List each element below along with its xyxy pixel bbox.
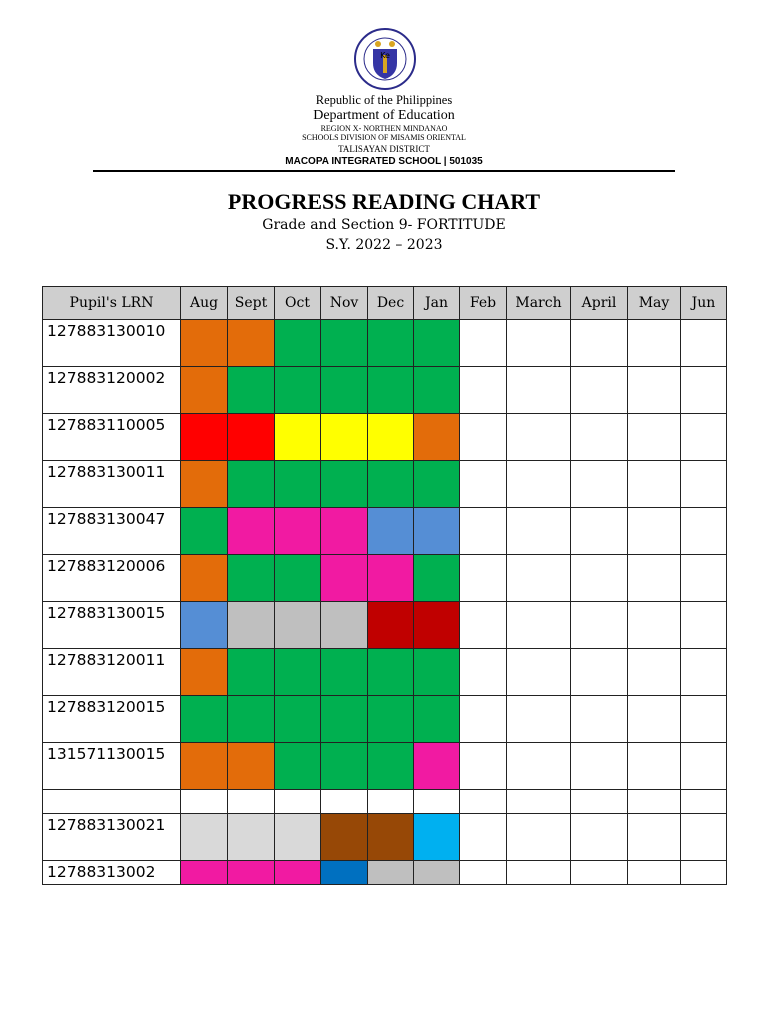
progress-cell-jun bbox=[681, 461, 727, 508]
progress-cell-dec bbox=[368, 814, 414, 861]
progress-cell-may bbox=[628, 602, 681, 649]
progress-cell-jan bbox=[414, 320, 460, 367]
progress-cell-sept bbox=[228, 320, 275, 367]
progress-cell-april bbox=[571, 508, 628, 555]
progress-cell-nov bbox=[321, 461, 368, 508]
table-row bbox=[43, 461, 727, 508]
progress-cell-may bbox=[628, 414, 681, 461]
progress-cell-sept bbox=[228, 861, 275, 885]
header-region: REGION X- NORTHEN MINDANAO bbox=[320, 124, 448, 133]
header-divider bbox=[93, 170, 675, 172]
progress-cell-may bbox=[628, 861, 681, 885]
progress-cell-aug bbox=[181, 743, 228, 790]
progress-cell-jun bbox=[681, 555, 727, 602]
progress-cell-march bbox=[507, 320, 571, 367]
progress-cell-may bbox=[628, 367, 681, 414]
table-row bbox=[43, 508, 727, 555]
column-header-aug: Aug bbox=[181, 287, 228, 320]
table-row bbox=[43, 649, 727, 696]
progress-cell-march bbox=[507, 414, 571, 461]
progress-cell-nov bbox=[321, 602, 368, 649]
progress-cell-jan bbox=[414, 649, 460, 696]
progress-cell-march bbox=[507, 861, 571, 885]
progress-cell-nov bbox=[321, 696, 368, 743]
progress-cell-march bbox=[507, 814, 571, 861]
pupil-lrn: 127883110005 bbox=[43, 414, 181, 461]
progress-cell-jun bbox=[681, 367, 727, 414]
progress-cell-april bbox=[571, 790, 628, 814]
progress-cell-april bbox=[571, 602, 628, 649]
column-header-jan: Jan bbox=[414, 287, 460, 320]
progress-cell-oct bbox=[275, 367, 321, 414]
pupil-lrn: 127883120002 bbox=[43, 367, 181, 414]
column-header-dec: Dec bbox=[368, 287, 414, 320]
progress-cell-jun bbox=[681, 696, 727, 743]
deped-seal-icon bbox=[353, 27, 417, 91]
progress-cell-dec bbox=[368, 320, 414, 367]
progress-cell-march bbox=[507, 790, 571, 814]
progress-cell-sept bbox=[228, 649, 275, 696]
column-header-jun: Jun bbox=[681, 287, 727, 320]
progress-cell-march bbox=[507, 508, 571, 555]
pupil-lrn: 127883130010 bbox=[43, 320, 181, 367]
progress-cell-oct bbox=[275, 508, 321, 555]
progress-cell-dec bbox=[368, 367, 414, 414]
progress-cell-may bbox=[628, 649, 681, 696]
progress-cell-oct bbox=[275, 602, 321, 649]
progress-cell-oct bbox=[275, 814, 321, 861]
progress-cell-jan bbox=[414, 555, 460, 602]
progress-cell-may bbox=[628, 508, 681, 555]
progress-cell-aug bbox=[181, 320, 228, 367]
svg-text:Ke: Ke bbox=[380, 51, 390, 60]
progress-cell-oct bbox=[275, 790, 321, 814]
progress-cell-nov bbox=[321, 814, 368, 861]
progress-cell-sept bbox=[228, 790, 275, 814]
progress-cell-jun bbox=[681, 743, 727, 790]
progress-cell-march bbox=[507, 743, 571, 790]
header-school: MACOPA INTEGRATED SCHOOL | 501035 bbox=[285, 156, 483, 167]
progress-cell-april bbox=[571, 320, 628, 367]
school-year: S.Y. 2022 – 2023 bbox=[325, 237, 443, 253]
progress-cell-oct bbox=[275, 696, 321, 743]
progress-cell-march bbox=[507, 602, 571, 649]
progress-cell-april bbox=[571, 861, 628, 885]
progress-cell-aug bbox=[181, 814, 228, 861]
progress-cell-march bbox=[507, 367, 571, 414]
progress-cell-oct bbox=[275, 320, 321, 367]
column-header-nov: Nov bbox=[321, 287, 368, 320]
pupil-lrn: 127883120015 bbox=[43, 696, 181, 743]
progress-cell-jan bbox=[414, 790, 460, 814]
column-header-pupil-s-lrn: Pupil's LRN bbox=[43, 287, 181, 320]
progress-cell-jun bbox=[681, 414, 727, 461]
table-row bbox=[43, 414, 727, 461]
progress-cell-nov bbox=[321, 367, 368, 414]
progress-cell-nov bbox=[321, 861, 368, 885]
progress-cell-april bbox=[571, 743, 628, 790]
progress-cell-jun bbox=[681, 790, 727, 814]
progress-cell-nov bbox=[321, 649, 368, 696]
progress-cell-dec bbox=[368, 508, 414, 555]
column-header-march: March bbox=[507, 287, 571, 320]
table-row bbox=[43, 743, 727, 790]
table-row bbox=[43, 696, 727, 743]
progress-cell-oct bbox=[275, 414, 321, 461]
column-header-oct: Oct bbox=[275, 287, 321, 320]
progress-cell-feb bbox=[460, 649, 507, 696]
progress-cell-jun bbox=[681, 649, 727, 696]
pupil-lrn: 127883130021 bbox=[43, 814, 181, 861]
header-department: Department of Education bbox=[313, 108, 455, 123]
pupil-lrn: 127883130011 bbox=[43, 461, 181, 508]
column-header-feb: Feb bbox=[460, 287, 507, 320]
progress-cell-sept bbox=[228, 367, 275, 414]
progress-cell-sept bbox=[228, 508, 275, 555]
progress-cell-sept bbox=[228, 461, 275, 508]
progress-cell-may bbox=[628, 814, 681, 861]
progress-cell-dec bbox=[368, 861, 414, 885]
column-header-sept: Sept bbox=[228, 287, 275, 320]
table-row bbox=[43, 602, 727, 649]
pupil-lrn bbox=[43, 790, 181, 814]
progress-cell-feb bbox=[460, 461, 507, 508]
progress-cell-oct bbox=[275, 743, 321, 790]
table-row bbox=[43, 367, 727, 414]
progress-cell-sept bbox=[228, 555, 275, 602]
progress-cell-march bbox=[507, 555, 571, 602]
progress-cell-april bbox=[571, 367, 628, 414]
progress-cell-sept bbox=[228, 743, 275, 790]
progress-cell-jun bbox=[681, 508, 727, 555]
progress-cell-jun bbox=[681, 602, 727, 649]
progress-cell-march bbox=[507, 461, 571, 508]
progress-cell-jun bbox=[681, 861, 727, 885]
progress-cell-april bbox=[571, 461, 628, 508]
progress-cell-jan bbox=[414, 508, 460, 555]
progress-cell-jan bbox=[414, 696, 460, 743]
progress-cell-aug bbox=[181, 649, 228, 696]
progress-cell-sept bbox=[228, 602, 275, 649]
progress-cell-nov bbox=[321, 320, 368, 367]
progress-cell-may bbox=[628, 790, 681, 814]
page-title: PROGRESS READING CHART bbox=[227, 189, 541, 214]
progress-cell-jan bbox=[414, 367, 460, 414]
progress-cell-april bbox=[571, 814, 628, 861]
progress-cell-aug bbox=[181, 555, 228, 602]
pupil-lrn: 127883130015 bbox=[43, 602, 181, 649]
progress-cell-may bbox=[628, 743, 681, 790]
progress-cell-aug bbox=[181, 508, 228, 555]
progress-cell-sept bbox=[228, 814, 275, 861]
progress-cell-aug bbox=[181, 461, 228, 508]
pupil-lrn: 131571130015 bbox=[43, 743, 181, 790]
progress-cell-dec bbox=[368, 649, 414, 696]
progress-cell-aug bbox=[181, 861, 228, 885]
progress-cell-oct bbox=[275, 861, 321, 885]
progress-cell-oct bbox=[275, 555, 321, 602]
pupil-lrn: 127883130047 bbox=[43, 508, 181, 555]
progress-cell-oct bbox=[275, 461, 321, 508]
table-header-row bbox=[43, 287, 727, 320]
progress-cell-nov bbox=[321, 743, 368, 790]
progress-cell-sept bbox=[228, 414, 275, 461]
progress-cell-aug bbox=[181, 414, 228, 461]
pupil-lrn: 127883120006 bbox=[43, 555, 181, 602]
progress-cell-aug bbox=[181, 367, 228, 414]
table-row bbox=[43, 861, 727, 885]
progress-cell-sept bbox=[228, 696, 275, 743]
column-header-may: May bbox=[628, 287, 681, 320]
table-row bbox=[43, 814, 727, 861]
progress-cell-dec bbox=[368, 414, 414, 461]
progress-cell-jan bbox=[414, 861, 460, 885]
progress-cell-feb bbox=[460, 814, 507, 861]
progress-cell-feb bbox=[460, 743, 507, 790]
progress-cell-aug bbox=[181, 696, 228, 743]
progress-cell-april bbox=[571, 414, 628, 461]
progress-cell-jan bbox=[414, 461, 460, 508]
progress-cell-april bbox=[571, 649, 628, 696]
progress-cell-april bbox=[571, 555, 628, 602]
progress-cell-may bbox=[628, 461, 681, 508]
pupil-lrn: 127883120011 bbox=[43, 649, 181, 696]
progress-cell-jun bbox=[681, 320, 727, 367]
progress-cell-nov bbox=[321, 790, 368, 814]
progress-cell-march bbox=[507, 649, 571, 696]
progress-cell-feb bbox=[460, 320, 507, 367]
progress-cell-april bbox=[571, 696, 628, 743]
header-republic: Republic of the Philippines bbox=[315, 93, 453, 107]
table-body bbox=[43, 320, 727, 885]
progress-cell-nov bbox=[321, 414, 368, 461]
progress-reading-table bbox=[42, 286, 727, 885]
progress-cell-nov bbox=[321, 555, 368, 602]
progress-cell-aug bbox=[181, 790, 228, 814]
progress-cell-feb bbox=[460, 555, 507, 602]
progress-cell-oct bbox=[275, 649, 321, 696]
progress-cell-dec bbox=[368, 461, 414, 508]
header-district: TALISAYAN DISTRICT bbox=[338, 144, 430, 154]
progress-cell-may bbox=[628, 320, 681, 367]
table-row bbox=[43, 790, 727, 814]
progress-cell-jan bbox=[414, 414, 460, 461]
table-row bbox=[43, 320, 727, 367]
pupil-lrn: 12788313002 bbox=[43, 861, 181, 885]
progress-cell-dec bbox=[368, 602, 414, 649]
progress-cell-dec bbox=[368, 743, 414, 790]
progress-cell-may bbox=[628, 696, 681, 743]
progress-cell-feb bbox=[460, 367, 507, 414]
progress-cell-jun bbox=[681, 814, 727, 861]
progress-cell-jan bbox=[414, 743, 460, 790]
progress-cell-feb bbox=[460, 790, 507, 814]
grade-section: Grade and Section 9- FORTITUDE bbox=[262, 217, 506, 233]
progress-cell-dec bbox=[368, 790, 414, 814]
column-header-april: April bbox=[571, 287, 628, 320]
progress-cell-feb bbox=[460, 508, 507, 555]
progress-cell-march bbox=[507, 696, 571, 743]
progress-cell-feb bbox=[460, 414, 507, 461]
progress-cell-feb bbox=[460, 602, 507, 649]
progress-cell-feb bbox=[460, 696, 507, 743]
header-division: SCHOOLS DIVISION OF MISAMIS ORIENTAL bbox=[302, 133, 466, 142]
progress-cell-jan bbox=[414, 602, 460, 649]
progress-cell-nov bbox=[321, 508, 368, 555]
progress-cell-feb bbox=[460, 861, 507, 885]
table-row bbox=[43, 555, 727, 602]
progress-cell-dec bbox=[368, 696, 414, 743]
progress-cell-dec bbox=[368, 555, 414, 602]
progress-cell-aug bbox=[181, 602, 228, 649]
progress-cell-may bbox=[628, 555, 681, 602]
progress-cell-jan bbox=[414, 814, 460, 861]
